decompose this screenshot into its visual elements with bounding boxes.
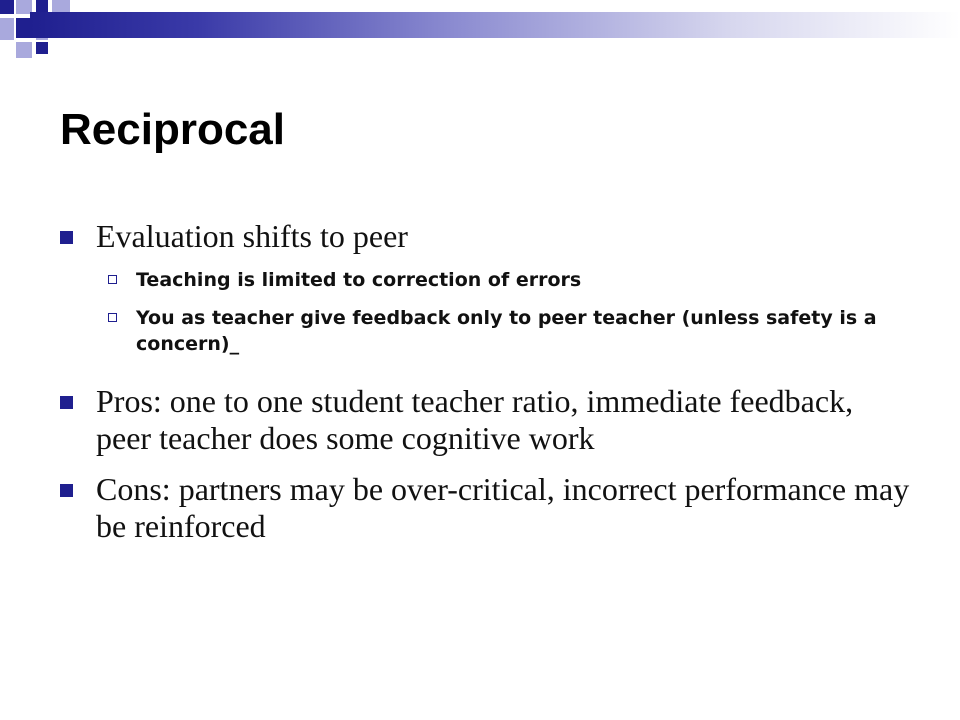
bullet-text: Cons: partners may be over-critical, incorrect performance may be reinforced (96, 471, 910, 544)
corner-square-decoration (0, 0, 14, 14)
hollow-square-bullet-icon (108, 313, 117, 322)
bullet-text: Pros: one to one student teacher ratio, immediate feedback, peer teacher does some cognitive work (96, 383, 854, 456)
sub-bullet-item (60, 305, 910, 357)
bullet-item (60, 471, 910, 545)
bullet-item (60, 383, 910, 457)
filled-square-bullet-icon (60, 396, 73, 409)
hollow-square-bullet-icon (108, 275, 117, 284)
sub-bullet-list (60, 267, 910, 357)
sub-bullet-item (60, 267, 910, 293)
header-gradient-band (30, 12, 960, 38)
corner-square-decoration (36, 42, 48, 54)
filled-square-bullet-icon (60, 231, 73, 244)
bullet-item (60, 218, 910, 255)
bullet-text: Evaluation shifts to peer (96, 218, 408, 254)
slide-title: Reciprocal (60, 105, 285, 154)
filled-square-bullet-icon (60, 484, 73, 497)
corner-square-decoration (16, 42, 32, 58)
corner-square-decoration (0, 18, 14, 40)
sub-bullet-text: You as teacher give feedback only to peer teacher (unless safety is a concern)_ (136, 307, 877, 355)
corner-square-decoration (52, 0, 70, 12)
sub-bullet-text: Teaching is limited to correction of errors (136, 269, 582, 291)
bullet-list (60, 218, 910, 559)
